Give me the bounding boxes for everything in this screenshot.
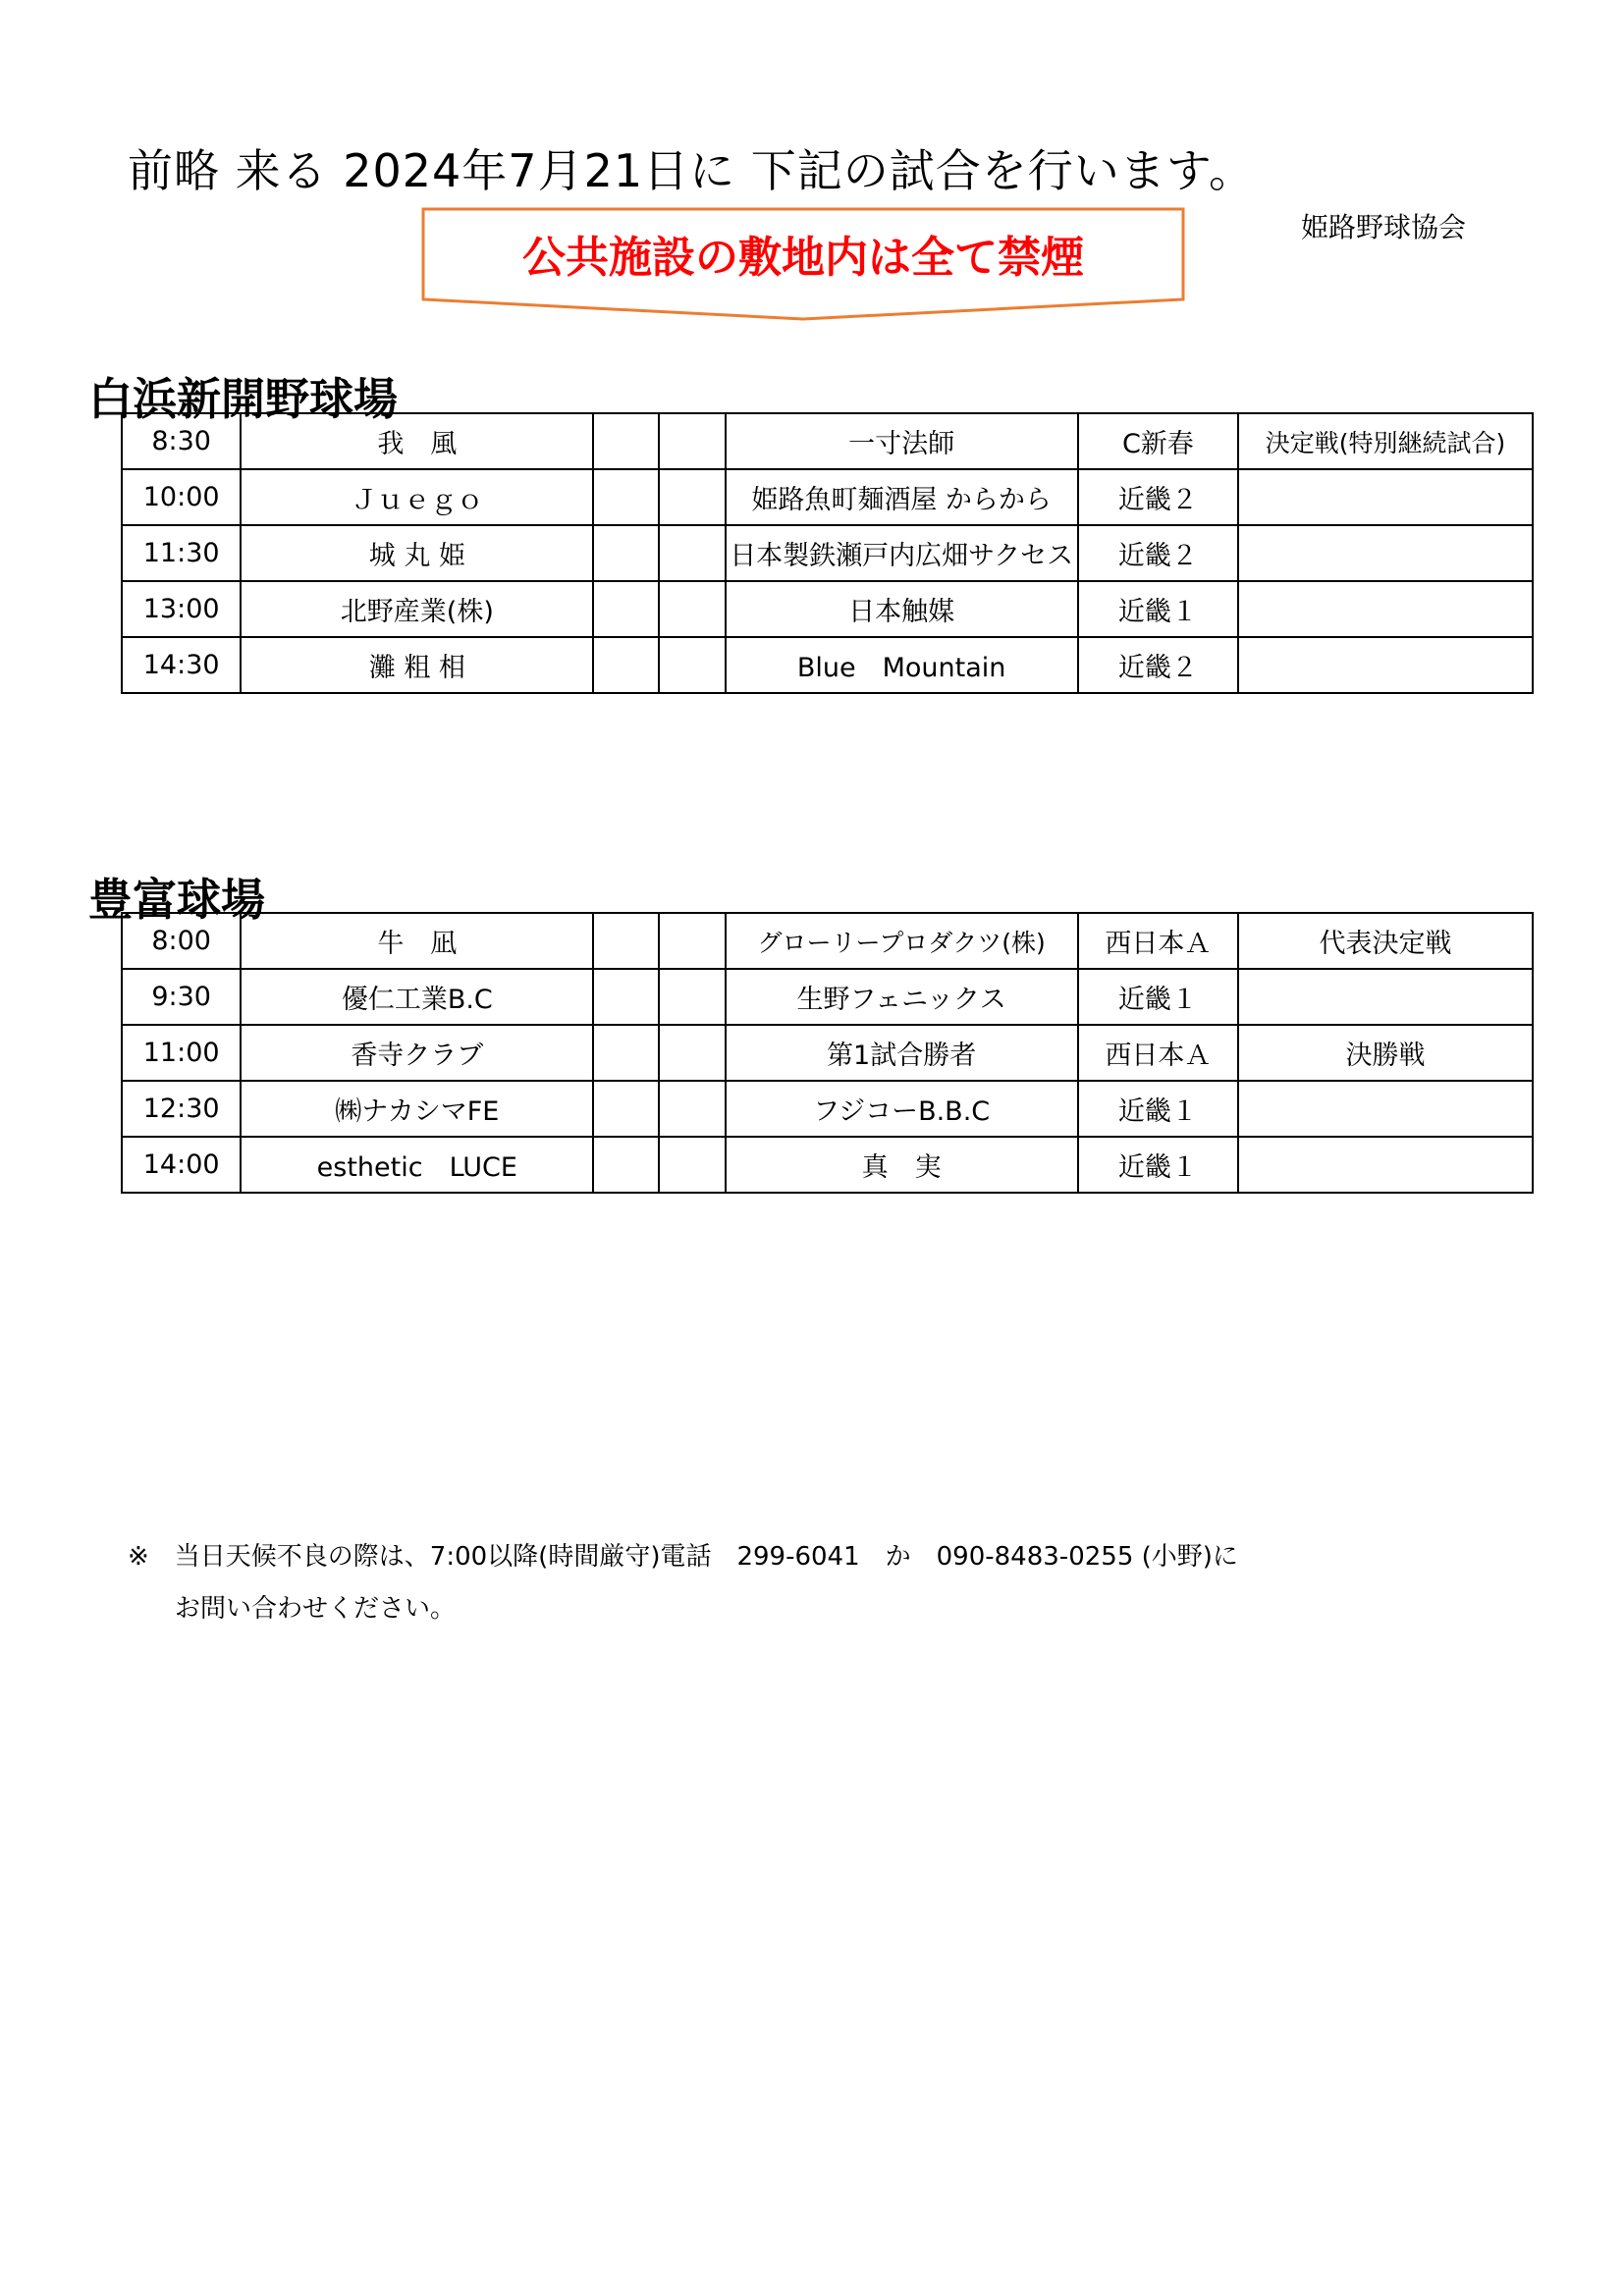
opponent-cell: フジコーB.B.C bbox=[726, 1081, 1078, 1137]
note-cell bbox=[1238, 469, 1533, 525]
table-row bbox=[122, 913, 1533, 969]
team-cell: 牛 凪 bbox=[241, 913, 593, 969]
class-cell: 近畿１ bbox=[1078, 1081, 1238, 1137]
table-row bbox=[122, 1137, 1533, 1193]
class-cell: 近畿２ bbox=[1078, 469, 1238, 525]
note-cell: 決定戦(特別継続試合) bbox=[1238, 413, 1533, 469]
score-cell bbox=[659, 525, 725, 581]
headline: 前略 来る 2024年7月21日に 下記の試合を行います。 bbox=[128, 144, 1256, 197]
team-cell: Ｊｕｅｇｏ bbox=[241, 469, 593, 525]
team-cell: 優仁工業B.C bbox=[241, 969, 593, 1025]
score-cell bbox=[593, 913, 659, 969]
rain-notice-line-1: ※ 当日天候不良の際は、7:00以降(時間厳守)電話 299-6041 か 090-8483-0255 (小野)に bbox=[128, 1542, 1238, 1572]
table-row bbox=[122, 581, 1533, 637]
team-cell: 我 風 bbox=[241, 413, 593, 469]
note-cell: 代表決定戦 bbox=[1238, 913, 1533, 969]
score-cell bbox=[593, 1025, 659, 1081]
opponent-cell: 日本触媒 bbox=[726, 581, 1078, 637]
team-cell: 灘 粗 相 bbox=[241, 637, 593, 693]
class-cell: 近畿２ bbox=[1078, 525, 1238, 581]
table-row bbox=[122, 637, 1533, 693]
opponent-cell: 真 実 bbox=[726, 1137, 1078, 1193]
schedule-table-toyotomi bbox=[121, 912, 1534, 1194]
time-cell: 14:00 bbox=[122, 1137, 241, 1193]
note-cell bbox=[1238, 581, 1533, 637]
team-cell: ㈱ナカシマFE bbox=[241, 1081, 593, 1137]
table-row bbox=[122, 1025, 1533, 1081]
time-cell: 12:30 bbox=[122, 1081, 241, 1137]
venue-title-toyotomi: 豊富球場 bbox=[88, 874, 266, 926]
score-cell bbox=[593, 969, 659, 1025]
opponent-cell: 姫路魚町麺酒屋 からから bbox=[726, 469, 1078, 525]
score-cell bbox=[593, 637, 659, 693]
no-smoking-banner bbox=[420, 206, 1186, 322]
time-cell: 13:00 bbox=[122, 581, 241, 637]
rain-notice-line-2: お問い合わせください。 bbox=[175, 1594, 457, 1624]
score-cell bbox=[659, 913, 725, 969]
score-cell bbox=[659, 413, 725, 469]
opponent-cell: グローリープロダクツ(株) bbox=[726, 913, 1078, 969]
class-cell: 近畿２ bbox=[1078, 637, 1238, 693]
opponent-cell: 生野フェニックス bbox=[726, 969, 1078, 1025]
banner-text: 公共施設の敷地内は全て禁煙 bbox=[522, 233, 1084, 283]
score-cell bbox=[593, 1081, 659, 1137]
class-cell: 近畿１ bbox=[1078, 969, 1238, 1025]
team-cell: 城 丸 姫 bbox=[241, 525, 593, 581]
score-cell bbox=[593, 1137, 659, 1193]
class-cell: 西日本Ａ bbox=[1078, 1025, 1238, 1081]
score-cell bbox=[593, 413, 659, 469]
score-cell bbox=[659, 637, 725, 693]
class-cell: 近畿１ bbox=[1078, 581, 1238, 637]
venue-title-shirahama: 白浜新開野球場 bbox=[88, 373, 399, 425]
score-cell bbox=[659, 969, 725, 1025]
team-cell: 香寺クラブ bbox=[241, 1025, 593, 1081]
class-cell: 近畿１ bbox=[1078, 1137, 1238, 1193]
time-cell: 14:30 bbox=[122, 637, 241, 693]
table-row bbox=[122, 1081, 1533, 1137]
note-cell bbox=[1238, 525, 1533, 581]
class-cell: 西日本Ａ bbox=[1078, 913, 1238, 969]
schedule-table-shirahama bbox=[121, 412, 1534, 694]
score-cell bbox=[659, 1025, 725, 1081]
opponent-cell: Blue Mountain bbox=[726, 637, 1078, 693]
time-cell: 9:30 bbox=[122, 969, 241, 1025]
note-cell bbox=[1238, 1137, 1533, 1193]
score-cell bbox=[659, 1081, 725, 1137]
table-row bbox=[122, 969, 1533, 1025]
table-row bbox=[122, 525, 1533, 581]
time-cell: 10:00 bbox=[122, 469, 241, 525]
score-cell bbox=[593, 525, 659, 581]
time-cell: 11:30 bbox=[122, 525, 241, 581]
score-cell bbox=[593, 581, 659, 637]
time-cell: 11:00 bbox=[122, 1025, 241, 1081]
note-cell: 決勝戦 bbox=[1238, 1025, 1533, 1081]
score-cell bbox=[659, 469, 725, 525]
team-cell: esthetic LUCE bbox=[241, 1137, 593, 1193]
score-cell bbox=[593, 469, 659, 525]
table-row bbox=[122, 413, 1533, 469]
organizer-name: 姫路野球協会 bbox=[1301, 211, 1467, 243]
opponent-cell: 日本製鉄瀬戸内広畑サクセス bbox=[726, 525, 1078, 581]
time-cell: 8:00 bbox=[122, 913, 241, 969]
note-cell bbox=[1238, 969, 1533, 1025]
score-cell bbox=[659, 581, 725, 637]
note-cell bbox=[1238, 1081, 1533, 1137]
team-cell: 北野産業(株) bbox=[241, 581, 593, 637]
table-row bbox=[122, 469, 1533, 525]
class-cell: C新春 bbox=[1078, 413, 1238, 469]
opponent-cell: 第1試合勝者 bbox=[726, 1025, 1078, 1081]
time-cell: 8:30 bbox=[122, 413, 241, 469]
opponent-cell: 一寸法師 bbox=[726, 413, 1078, 469]
note-cell bbox=[1238, 637, 1533, 693]
score-cell bbox=[659, 1137, 725, 1193]
